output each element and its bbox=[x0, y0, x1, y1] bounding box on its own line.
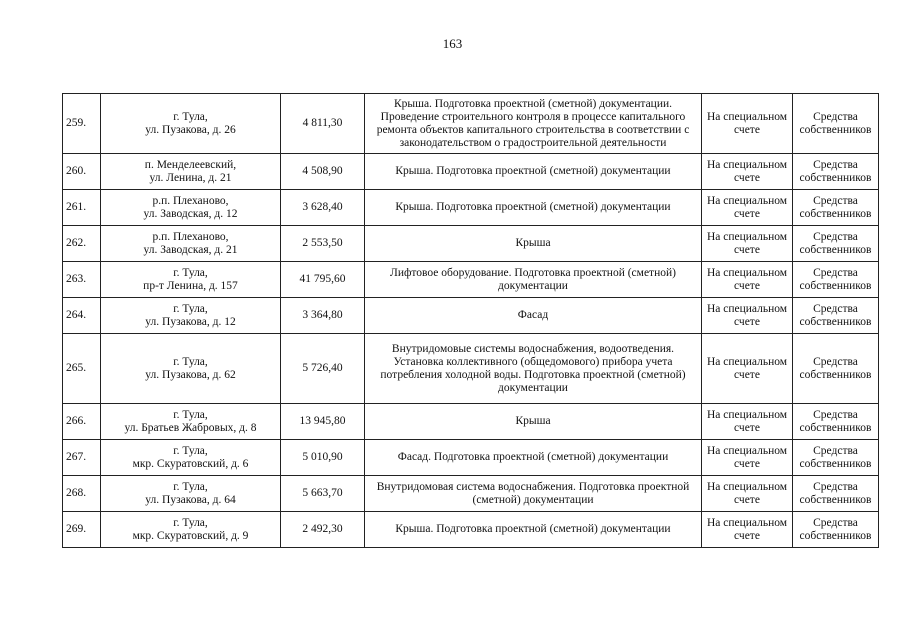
table-row bbox=[63, 512, 879, 548]
table-row bbox=[63, 190, 879, 226]
row-address bbox=[101, 404, 281, 440]
row-work-type: Крыша bbox=[365, 226, 702, 262]
row-work-type: Фасад bbox=[365, 298, 702, 334]
row-address bbox=[101, 440, 281, 476]
address-street: ул. Заводская, д. 21 bbox=[143, 243, 238, 256]
table-row bbox=[63, 476, 879, 512]
table-row bbox=[63, 94, 879, 154]
address-street: ул. Пузакова, д. 12 bbox=[145, 315, 236, 328]
row-funding-source: Средства собственников bbox=[793, 262, 879, 298]
address-street: мкр. Скуратовский, д. 9 bbox=[132, 529, 249, 542]
table-row bbox=[63, 262, 879, 298]
row-area: 3 364,80 bbox=[281, 298, 365, 334]
row-number: 259. bbox=[63, 94, 101, 154]
address-city: г. Тула, bbox=[173, 408, 208, 421]
address-city: п. Менделеевский, bbox=[144, 158, 237, 171]
row-address bbox=[101, 94, 281, 154]
address-street: ул. Ленина, д. 21 bbox=[149, 171, 232, 184]
row-number: 262. bbox=[63, 226, 101, 262]
row-work-type: Крыша. Подготовка проектной (сметной) документации bbox=[365, 154, 702, 190]
table-row bbox=[63, 334, 879, 404]
row-address bbox=[101, 298, 281, 334]
row-account-type: На специальном счете bbox=[702, 154, 793, 190]
row-address bbox=[101, 154, 281, 190]
table-row bbox=[63, 440, 879, 476]
row-area: 2 492,30 bbox=[281, 512, 365, 548]
table-body bbox=[63, 94, 879, 548]
row-number: 260. bbox=[63, 154, 101, 190]
page-number: 163 bbox=[442, 36, 463, 51]
row-number: 269. bbox=[63, 512, 101, 548]
row-account-type: На специальном счете bbox=[702, 404, 793, 440]
row-area: 5 010,90 bbox=[281, 440, 365, 476]
row-address bbox=[101, 334, 281, 404]
row-account-type: На специальном счете bbox=[702, 334, 793, 404]
row-area: 41 795,60 bbox=[281, 262, 365, 298]
row-funding-source: Средства собственников bbox=[793, 404, 879, 440]
address-city: г. Тула, bbox=[173, 516, 208, 529]
row-work-type: Фасад. Подготовка проектной (сметной) документации bbox=[365, 440, 702, 476]
row-funding-source: Средства собственников bbox=[793, 94, 879, 154]
row-work-type: Крыша. Подготовка проектной (сметной) документации bbox=[365, 190, 702, 226]
address-city: г. Тула, bbox=[173, 480, 208, 493]
row-account-type: На специальном счете bbox=[702, 226, 793, 262]
row-work-type: Крыша. Подготовка проектной (сметной) документации bbox=[365, 512, 702, 548]
row-address bbox=[101, 226, 281, 262]
address-street: ул. Братьев Жабровых, д. 8 bbox=[124, 421, 257, 434]
row-area: 5 663,70 bbox=[281, 476, 365, 512]
row-address bbox=[101, 476, 281, 512]
row-work-type: Крыша. Подготовка проектной (сметной) документации. Проведение строительного контроля в процессе капитального ремонта объектов капитального строительства в соответствии с законодательством о градостроительной деятельности bbox=[365, 94, 702, 154]
row-account-type: На специальном счете bbox=[702, 512, 793, 548]
row-area: 4 508,90 bbox=[281, 154, 365, 190]
row-address bbox=[101, 262, 281, 298]
row-account-type: На специальном счете bbox=[702, 190, 793, 226]
row-funding-source: Средства собственников bbox=[793, 512, 879, 548]
row-account-type: На специальном счете bbox=[702, 476, 793, 512]
row-area: 2 553,50 bbox=[281, 226, 365, 262]
row-funding-source: Средства собственников bbox=[793, 190, 879, 226]
row-funding-source: Средства собственников bbox=[793, 298, 879, 334]
row-number: 265. bbox=[63, 334, 101, 404]
row-area: 4 811,30 bbox=[281, 94, 365, 154]
address-city: г. Тула, bbox=[173, 355, 208, 368]
address-city: р.п. Плеханово, bbox=[152, 194, 229, 207]
address-city: г. Тула, bbox=[173, 302, 208, 315]
row-area: 5 726,40 bbox=[281, 334, 365, 404]
row-work-type: Крыша bbox=[365, 404, 702, 440]
row-work-type: Внутридомовые системы водоснабжения, водоотведения. Установка коллективного (общедомового) прибора учета потребления холодной воды. Подготовка проектной (сметной) документации bbox=[365, 334, 702, 404]
address-street: ул. Пузакова, д. 62 bbox=[145, 368, 236, 381]
repair-program-table bbox=[62, 93, 879, 548]
row-work-type: Внутридомовая система водоснабжения. Подготовка проектной (сметной) документации bbox=[365, 476, 702, 512]
row-address bbox=[101, 190, 281, 226]
row-number: 266. bbox=[63, 404, 101, 440]
table-row bbox=[63, 298, 879, 334]
table-row bbox=[63, 154, 879, 190]
row-account-type: На специальном счете bbox=[702, 440, 793, 476]
row-account-type: На специальном счете bbox=[702, 298, 793, 334]
address-city: р.п. Плеханово, bbox=[152, 230, 229, 243]
row-work-type: Лифтовое оборудование. Подготовка проектной (сметной) документации bbox=[365, 262, 702, 298]
row-funding-source: Средства собственников bbox=[793, 440, 879, 476]
row-number: 261. bbox=[63, 190, 101, 226]
address-street: ул. Заводская, д. 12 bbox=[143, 207, 238, 220]
row-funding-source: Средства собственников bbox=[793, 476, 879, 512]
row-area: 13 945,80 bbox=[281, 404, 365, 440]
row-funding-source: Средства собственников bbox=[793, 334, 879, 404]
row-area: 3 628,40 bbox=[281, 190, 365, 226]
row-address bbox=[101, 512, 281, 548]
address-street: ул. Пузакова, д. 26 bbox=[145, 123, 236, 136]
row-number: 263. bbox=[63, 262, 101, 298]
address-city: г. Тула, bbox=[173, 444, 208, 457]
row-account-type: На специальном счете bbox=[702, 262, 793, 298]
address-street: ул. Пузакова, д. 64 bbox=[145, 493, 236, 506]
row-funding-source: Средства собственников bbox=[793, 154, 879, 190]
row-funding-source: Средства собственников bbox=[793, 226, 879, 262]
table-row bbox=[63, 404, 879, 440]
address-city: г. Тула, bbox=[173, 110, 208, 123]
row-number: 267. bbox=[63, 440, 101, 476]
table-row bbox=[63, 226, 879, 262]
address-street: пр-т Ленина, д. 157 bbox=[143, 279, 238, 292]
row-number: 268. bbox=[63, 476, 101, 512]
row-account-type: На специальном счете bbox=[702, 94, 793, 154]
address-street: мкр. Скуратовский, д. 6 bbox=[132, 457, 249, 470]
row-number: 264. bbox=[63, 298, 101, 334]
address-city: г. Тула, bbox=[173, 266, 208, 279]
